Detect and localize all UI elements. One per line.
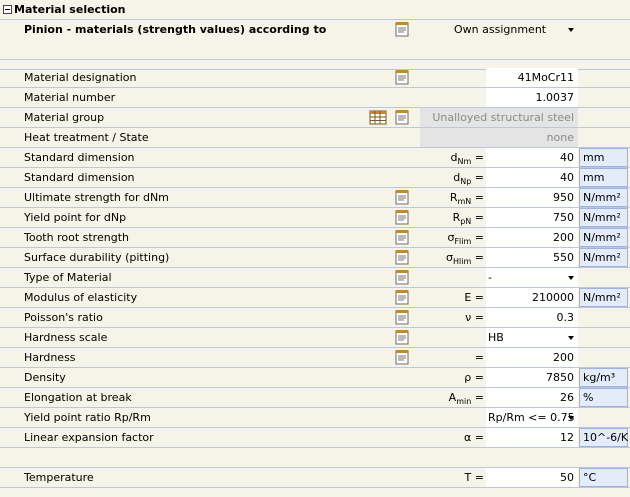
std-dim-m-label: Standard dimension — [24, 151, 135, 164]
ult-symbol: $R_{mN}$ = — [449, 191, 484, 206]
std-dim-p-label: Standard dimension — [24, 171, 135, 184]
number-label: Material number — [24, 91, 116, 104]
row-ultimate-strength — [0, 188, 630, 208]
pinion-label: Pinion - materials (strength values) according to — [24, 23, 327, 36]
row-hardness — [0, 348, 630, 368]
yield-unit[interactable]: N/mm² — [579, 208, 628, 227]
temp-unit[interactable]: °C — [579, 468, 628, 487]
group-field: Unalloyed structural steel — [420, 108, 578, 127]
std-dim-p-unit[interactable]: mm — [579, 168, 628, 187]
modulus-label: Modulus of elasticity — [24, 291, 138, 304]
elong-field[interactable]: 26 — [486, 388, 578, 407]
hardness-field[interactable]: 200 — [486, 348, 578, 367]
notepad-icon[interactable] — [394, 349, 410, 365]
section-header[interactable] — [0, 0, 630, 20]
root-unit[interactable]: N/mm² — [579, 228, 628, 247]
ratio-select[interactable] — [486, 408, 578, 427]
temp-field[interactable]: 50 — [486, 468, 578, 487]
yield-field[interactable]: 750 — [486, 208, 578, 227]
row-pinion-materials — [0, 20, 630, 40]
row-material-number — [0, 88, 630, 108]
group-label: Material group — [24, 111, 105, 124]
row-hardness-scale — [0, 328, 630, 348]
type-label: Type of Material — [24, 271, 112, 284]
std-dim-p-symbol: $d_{Np}$ = — [453, 171, 484, 186]
yield-symbol: $R_{pN}$ = — [452, 211, 484, 226]
poisson-label: Poisson's ratio — [24, 311, 103, 324]
notepad-icon[interactable] — [394, 269, 410, 285]
expansion-label: Linear expansion factor — [24, 431, 154, 444]
std-dim-m-symbol: $d_{Nm}$ = — [450, 151, 484, 166]
ratio-label: Yield point ratio Rp/Rm — [24, 411, 151, 424]
elong-unit[interactable]: % — [579, 388, 628, 407]
collapse-icon[interactable] — [3, 5, 12, 14]
row-poissons-ratio — [0, 308, 630, 328]
notepad-icon[interactable] — [394, 289, 410, 305]
std-dim-m-unit[interactable]: mm — [579, 148, 628, 167]
row-linear-expansion — [0, 428, 630, 448]
designation-field[interactable]: 41MoCr11 — [486, 68, 578, 87]
expansion-unit[interactable]: 10^-6/K — [579, 428, 628, 447]
density-symbol: ρ = — [464, 371, 484, 384]
root-symbol: $\sigma_{Flim}$ = — [447, 231, 484, 246]
type-select[interactable] — [486, 268, 578, 287]
hardness-label: Hardness — [24, 351, 76, 364]
expansion-field[interactable]: 12 — [486, 428, 578, 447]
row-elongation — [0, 388, 630, 408]
notepad-icon[interactable] — [394, 329, 410, 345]
modulus-symbol: E = — [464, 291, 484, 304]
density-label: Density — [24, 371, 66, 384]
row-standard-dimension-m — [0, 148, 630, 168]
pinion-select-value: Own assignment — [454, 23, 547, 36]
poisson-field[interactable]: 0.3 — [486, 308, 578, 327]
type-select-value: - — [488, 271, 492, 284]
std-dim-p-field[interactable]: 40 — [486, 168, 578, 187]
yield-label: Yield point for dNp — [24, 211, 127, 224]
pinion-strength-select[interactable] — [420, 20, 578, 39]
elong-symbol: $A_{min}$ = — [448, 391, 484, 406]
section-title: Material selection — [14, 3, 126, 16]
surf-label: Surface durability (pitting) — [24, 251, 170, 264]
notepad-icon[interactable] — [394, 69, 410, 85]
ult-label: Ultimate strength for dNm — [24, 191, 169, 204]
notepad-icon[interactable] — [394, 209, 410, 225]
temp-label: Temperature — [24, 471, 94, 484]
expansion-symbol: α = — [464, 431, 484, 444]
row-tooth-root-strength — [0, 228, 630, 248]
notepad-icon[interactable] — [394, 21, 410, 37]
notepad-icon[interactable] — [394, 109, 410, 125]
row-heat-treatment — [0, 128, 630, 148]
row-temperature — [0, 468, 630, 488]
std-dim-m-field[interactable]: 40 — [486, 148, 578, 167]
row-yield-point — [0, 208, 630, 228]
notepad-icon[interactable] — [394, 249, 410, 265]
hscale-select[interactable] — [486, 328, 578, 347]
chevron-down-icon[interactable] — [568, 416, 574, 420]
heat-field: none — [420, 128, 578, 147]
heat-label: Heat treatment / State — [24, 131, 149, 144]
modulus-field[interactable]: 210000 — [486, 288, 578, 307]
density-field[interactable]: 7850 — [486, 368, 578, 387]
hardness-symbol: = — [474, 351, 484, 364]
elong-label: Elongation at break — [24, 391, 132, 404]
notepad-icon[interactable] — [394, 309, 410, 325]
temp-symbol: T = — [464, 471, 484, 484]
ratio-select-value: Rp/Rm <= 0.75 — [488, 411, 575, 424]
blank-row — [0, 448, 630, 468]
chevron-down-icon[interactable] — [568, 276, 574, 280]
ult-unit[interactable]: N/mm² — [579, 188, 628, 207]
row-yield-ratio — [0, 408, 630, 428]
root-label: Tooth root strength — [24, 231, 129, 244]
chevron-down-icon[interactable] — [568, 336, 574, 340]
row-type-of-material — [0, 268, 630, 288]
number-field[interactable]: 1.0037 — [486, 88, 578, 107]
density-unit[interactable]: kg/m³ — [579, 368, 628, 387]
modulus-unit[interactable]: N/mm² — [579, 288, 628, 307]
root-field[interactable]: 200 — [486, 228, 578, 247]
chevron-down-icon[interactable] — [568, 28, 574, 32]
surf-unit[interactable]: N/mm² — [579, 248, 628, 267]
blank-row — [0, 50, 630, 70]
notepad-icon[interactable] — [394, 189, 410, 205]
hscale-select-value: HB — [488, 331, 504, 344]
designation-label: Material designation — [24, 71, 137, 84]
row-material-designation — [0, 68, 630, 88]
row-material-group — [0, 108, 630, 128]
ult-field[interactable]: 950 — [486, 188, 578, 207]
poisson-symbol: ν = — [465, 311, 484, 324]
surf-symbol: $\sigma_{Hlim}$ = — [446, 251, 484, 266]
row-modulus-of-elasticity — [0, 288, 630, 308]
hscale-label: Hardness scale — [24, 331, 108, 344]
table-icon[interactable] — [369, 109, 387, 125]
surf-field[interactable]: 550 — [486, 248, 578, 267]
row-density — [0, 368, 630, 388]
row-surface-durability — [0, 248, 630, 268]
notepad-icon[interactable] — [394, 229, 410, 245]
row-standard-dimension-p — [0, 168, 630, 188]
